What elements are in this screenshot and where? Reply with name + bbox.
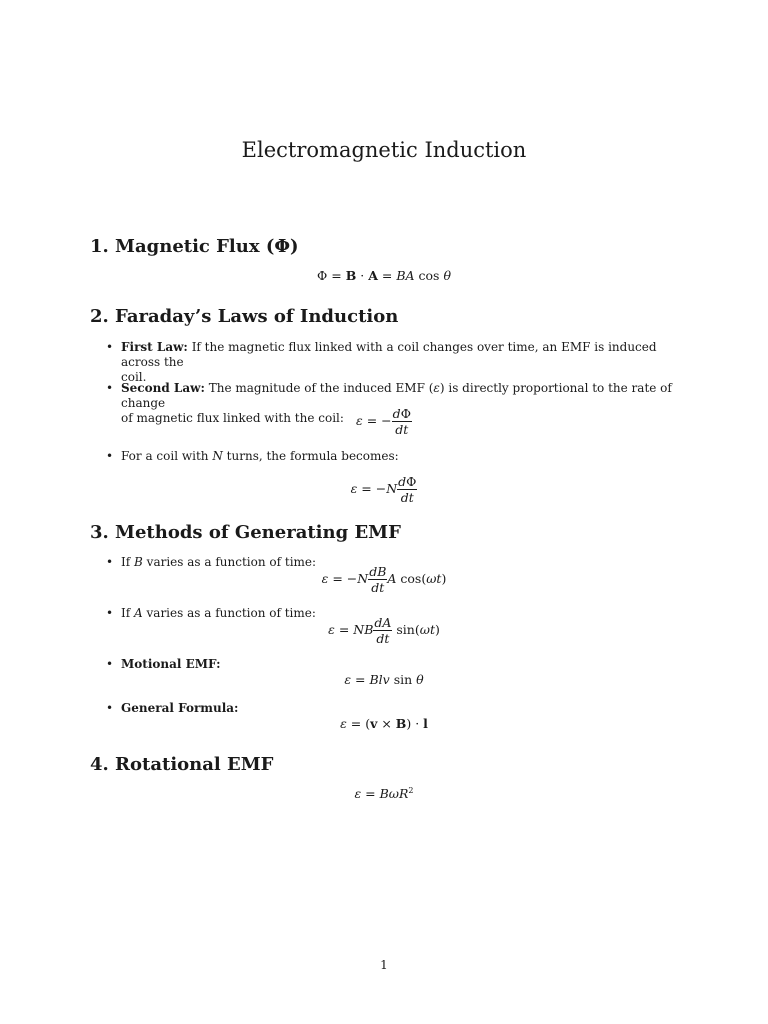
document-title: Electromagnetic Induction — [241, 138, 527, 162]
bullet-dot: • — [106, 449, 114, 463]
b-varies-text-b: varies as a function of time: — [146, 555, 317, 569]
general-formula-label: General Formula: — [121, 701, 239, 715]
second-law-label: Second Law: — [121, 381, 205, 395]
page-number: 1 — [380, 958, 388, 972]
equation-b-varies: ε = −N $\frac{dB}{dt}$ A cos(ωt) — [321, 564, 447, 595]
a-varies-text-a: If — [121, 606, 131, 620]
bullet-dot: • — [106, 340, 114, 354]
second-law-text-line2: of magnetic flux linked with the coil: — [121, 411, 344, 425]
section-heading-faraday-laws: 2. Faraday’s Laws of Induction — [90, 306, 399, 327]
bullet-b-varies: • If B varies as a function of time: — [106, 555, 317, 569]
bullet-general-formula — [106, 701, 706, 717]
bullet-dot: • — [106, 381, 114, 395]
equation-faraday-n-turns: ε = −N $\frac{d\Phi}{dt}$ — [350, 474, 417, 505]
bullet-n-turns: • For a coil with N turns, the formula becomes: — [106, 449, 399, 463]
equation-rotational-emf: ε = BωR$^2$ — [354, 786, 414, 802]
n-turns-text-b: turns, the formula becomes: — [226, 449, 399, 463]
second-law-text-line1b: ) is directly proportional to the rate of change — [121, 381, 672, 410]
equation-a-varies: ε = NB $\frac{dA}{dt}$ sin(ωt) — [328, 615, 440, 646]
motional-emf-label: Motional EMF: — [121, 657, 221, 671]
n-turns-text-a: For a coil with — [121, 449, 209, 463]
equation-motional-emf: ε = Blv sin θ — [344, 672, 424, 687]
section-heading-methods-emf: 3. Methods of Generating EMF — [90, 522, 401, 543]
bullet-first-law — [106, 340, 706, 384]
equation-general-formula: ε = (v × B) · l — [340, 716, 428, 731]
a-varies-text-b: varies as a function of time: — [146, 606, 316, 620]
bullet-a-varies: • If A varies as a function of time: — [106, 606, 316, 620]
equation-magnetic-flux: Φ = B · A = BA cos θ — [317, 268, 451, 283]
bullet-dot: • — [106, 606, 114, 620]
first-law-text-line1: If the magnetic flux linked with a coil changes over time, an EMF is induced across the — [121, 340, 657, 369]
bullet-second-law: • Second Law: The magnitude of the induced EMF (ε) is directly proportional to the rate of change of magnetic flux linked with the coil: — [106, 381, 672, 425]
bullet-dot: • — [106, 701, 114, 715]
second-law-text-line1a: The magnitude of the induced EMF ( — [208, 381, 434, 395]
section-heading-magnetic-flux: 1. Magnetic Flux (Φ) — [90, 236, 299, 257]
bullet-dot: • — [106, 657, 114, 671]
section-heading-rotational-emf: 4. Rotational EMF — [90, 754, 274, 775]
bullet-dot: • — [106, 555, 114, 569]
b-varies-text-a: If — [121, 555, 131, 569]
bullet-motional-emf — [106, 657, 706, 673]
first-law-label: First Law: — [121, 340, 188, 354]
equation-faraday-second-law: ε = − $\frac{d\Phi}{dt}$ — [356, 406, 411, 437]
first-law-text-line2: coil. — [121, 370, 147, 384]
